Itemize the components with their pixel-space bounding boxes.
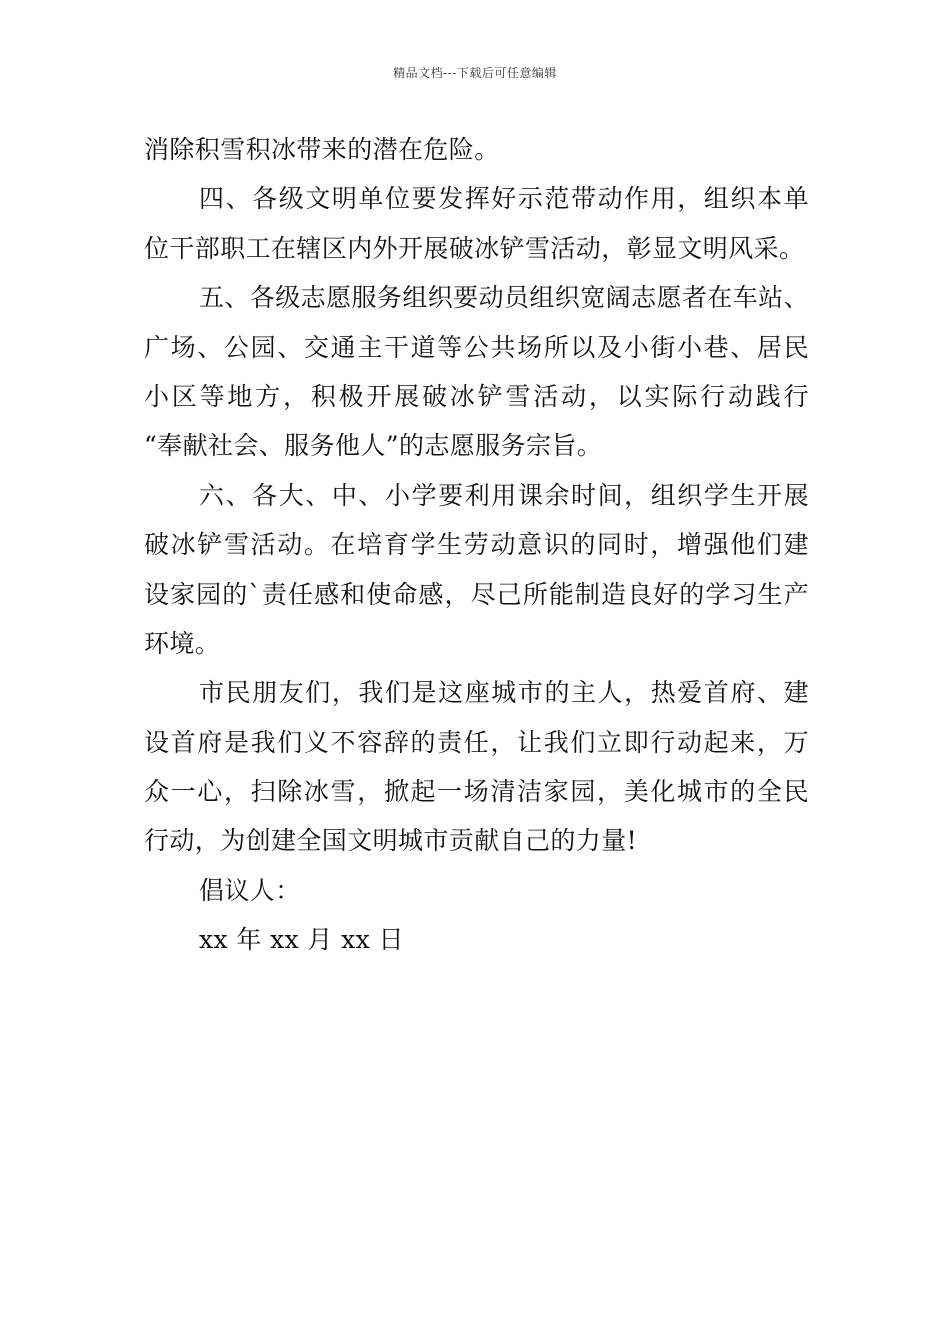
paragraph-line: 小区等地方，积极开展破冰铲雪活动，以实际行动践行 bbox=[144, 381, 809, 411]
paragraph-line: 破冰铲雪活动。在培育学生劳动意识的同时，增强他们建 bbox=[144, 530, 809, 560]
paragraph-line: 六、各大、中、小学要利用课余时间，组织学生开展 bbox=[199, 480, 809, 510]
paragraph-line: 消除积雪积冰带来的潜在危险。 bbox=[144, 135, 500, 164]
paragraph-line: 设首府是我们义不容辞的责任，让我们立即行动起来，万 bbox=[144, 727, 809, 757]
paragraph-line: 设家园的`责任感和使命感，尽己所能制造良好的学习生产 bbox=[144, 579, 809, 609]
paragraph-line: 行动，为创建全国文明城市贡献自己的力量! bbox=[144, 826, 638, 856]
date-line: xx 年 xx 月 xx 日 bbox=[199, 925, 404, 955]
paragraph-line: 四、各级文明单位要发挥好示范带动作用，组织本单 bbox=[199, 184, 809, 214]
paragraph-line: 五、各级志愿服务组织要动员组织宽阔志愿者在车站、 bbox=[199, 283, 809, 313]
paragraph-line: 众一心，扫除冰雪，掀起一场清洁家园，美化城市的全民 bbox=[144, 777, 809, 807]
signatory-label: 倡议人： bbox=[199, 875, 301, 905]
paragraph-line: 市民朋友们，我们是这座城市的主人，热爱首府、建 bbox=[199, 678, 809, 708]
document-body bbox=[144, 125, 809, 965]
paragraph-line: 位干部职工在辖区内外开展破冰铲雪活动，彰显文明风采。 bbox=[144, 233, 805, 263]
paragraph-line: 环境。 bbox=[144, 628, 221, 658]
paragraph-line: “奉献社会、服务他人”的志愿服务宗旨。 bbox=[144, 431, 603, 461]
paragraph-line: 广场、公园、交通主干道等公共场所以及小街小巷、居民 bbox=[144, 332, 809, 362]
page-header-watermark: 精品文档---下载后可任意编辑 bbox=[393, 66, 557, 80]
